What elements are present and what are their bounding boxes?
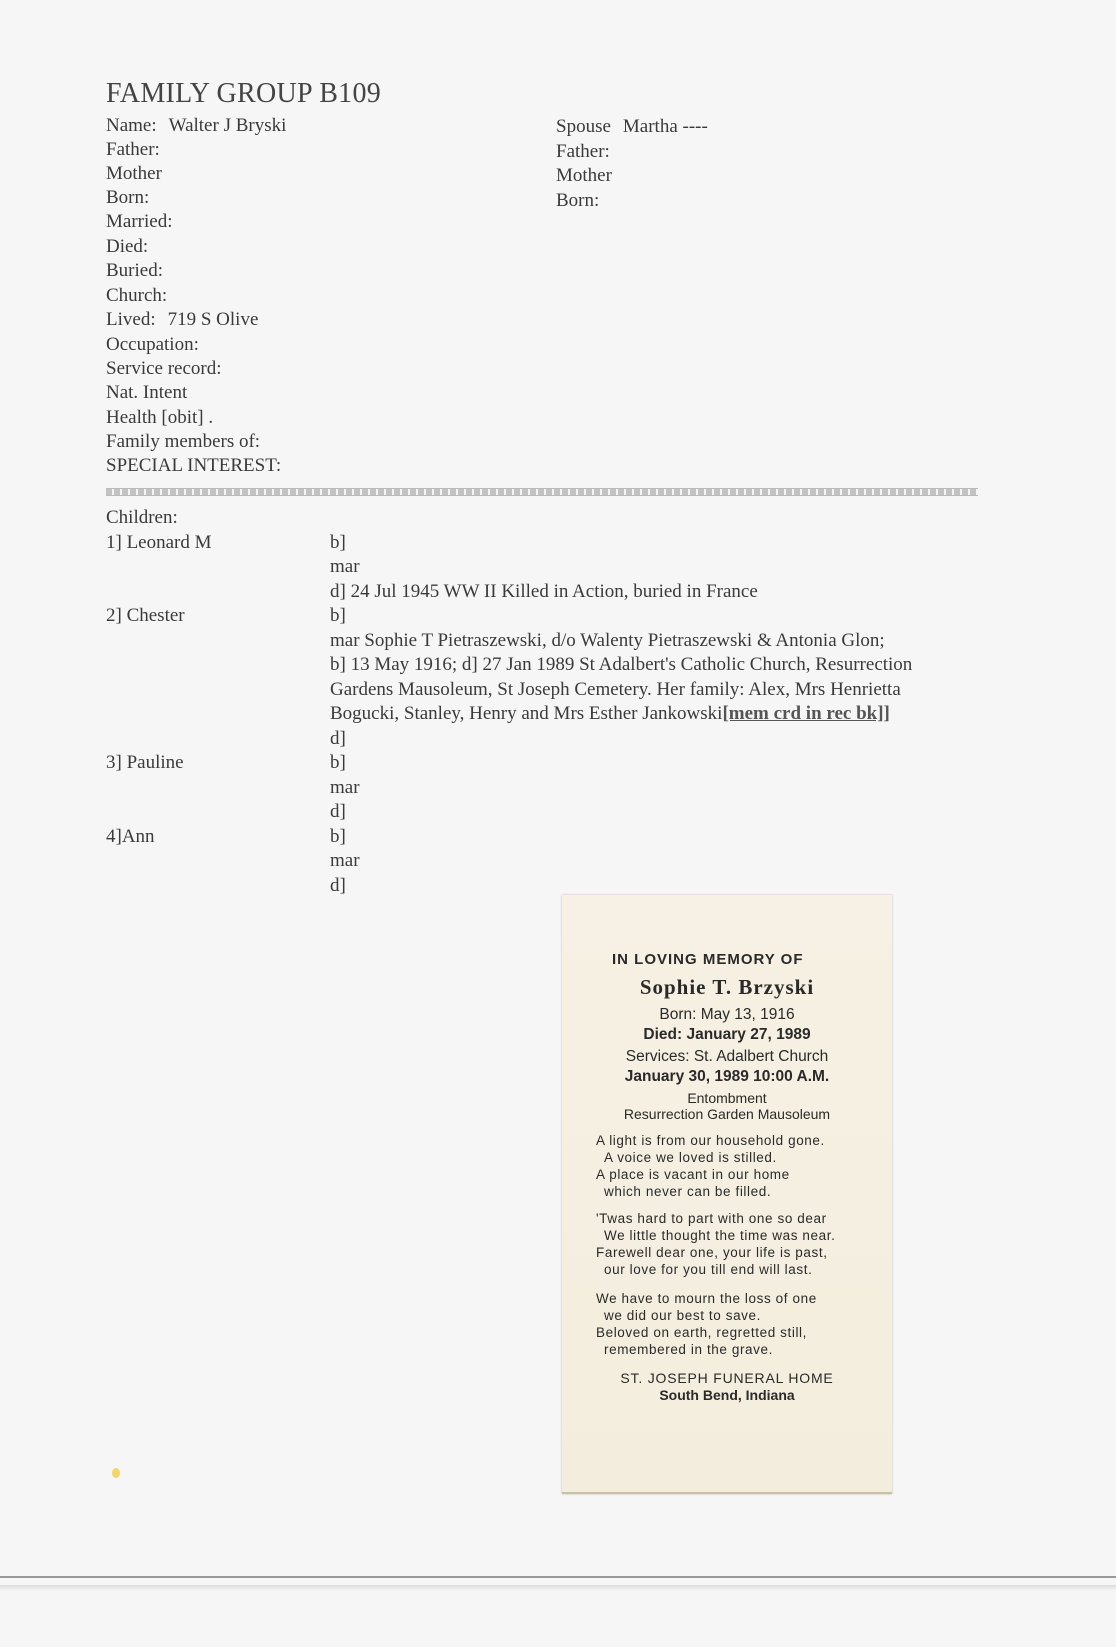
field-label: Service record: <box>106 358 222 379</box>
field-died <box>106 235 160 259</box>
poem-line: Beloved on earth, regretted still, <box>596 1325 808 1340</box>
field-label: Born: <box>106 187 150 208</box>
field-church <box>106 284 179 308</box>
field-label: Died: <box>106 236 149 257</box>
card-funeral-home: ST. JOSEPH FUNERAL HOME <box>620 1370 834 1386</box>
child-line: d] <box>330 875 346 896</box>
poem-line: A place is vacant in our home <box>596 1167 790 1182</box>
child-line: b] <box>330 532 346 553</box>
field-married <box>106 210 184 234</box>
card-services: Services: St. Adalbert Church <box>625 1048 829 1065</box>
child-line-text: Bogucki, Stanley, Henry and Mrs Esther Jankowski <box>330 703 723 724</box>
divider <box>106 488 978 496</box>
child-line: b] <box>330 826 346 847</box>
field-value: Walter J Bryski <box>168 115 287 136</box>
child-line: mar <box>330 556 360 577</box>
card-heading: IN LOVING MEMORY OF <box>612 951 804 968</box>
card-died: Died: January 27, 1989 <box>643 1026 811 1043</box>
field-name <box>106 114 286 138</box>
field-spouse-mother <box>556 164 624 188</box>
child-line: d] <box>330 728 346 749</box>
field-family-members <box>106 430 272 454</box>
field-value: 719 S Olive <box>167 309 259 330</box>
child-name: 2] Chester <box>106 605 185 626</box>
field-nat-intent <box>106 381 199 405</box>
field-label: Family members of: <box>106 431 261 452</box>
child-line: b] <box>330 752 346 773</box>
field-spouse <box>556 115 708 139</box>
child-line: b] <box>330 605 346 626</box>
field-label: Lived: <box>106 309 156 330</box>
child-line: b] 13 May 1916; d] 27 Jan 1989 St Adalbert's Catholic Church, Resurrection <box>330 654 913 675</box>
poem-line: We have to mourn the loss of one <box>596 1291 817 1306</box>
memorial-card <box>562 895 892 1494</box>
field-label: Name: <box>106 115 157 136</box>
field-health <box>106 406 225 430</box>
paper-speck <box>112 1468 120 1478</box>
field-occupation <box>106 333 211 357</box>
child-line: mar <box>330 777 360 798</box>
mem-card-link[interactable]: [mem crd in rec bk]] <box>722 703 890 724</box>
field-label: Born: <box>556 190 600 211</box>
card-born: Born: May 13, 1916 <box>659 1006 795 1023</box>
card-location: Resurrection Garden Mausoleum <box>623 1106 831 1122</box>
field-label: Occupation: <box>106 334 199 355</box>
field-label: Mother <box>556 165 612 186</box>
field-label: Father: <box>106 139 160 160</box>
child-line: mar Sophie T Pietraszewski, d/o Walenty Pietraszewski & Antonia Glon; <box>330 630 885 651</box>
child-name: 4]Ann <box>106 826 155 847</box>
field-buried <box>106 259 175 283</box>
field-father <box>106 138 172 162</box>
poem-line: Farewell dear one, your life is past, <box>596 1245 828 1260</box>
field-spouse-born <box>556 189 611 213</box>
card-service-date: January 30, 1989 10:00 A.M. <box>624 1068 830 1085</box>
child-name: 3] Pauline <box>106 752 184 773</box>
card-entombment: Entombment <box>687 1090 767 1106</box>
field-label: Married: <box>106 211 173 232</box>
field-label: Nat. Intent <box>106 382 188 403</box>
field-special-interest <box>106 454 293 478</box>
poem-line: We little thought the time was near. <box>604 1228 836 1243</box>
poem-line: remembered in the grave. <box>604 1342 773 1357</box>
field-value: Martha ---- <box>622 116 708 137</box>
field-lived <box>106 308 258 332</box>
child-line: mar <box>330 850 360 871</box>
child-line <box>330 702 890 726</box>
card-name: Sophie T. Brzyski <box>639 975 815 999</box>
scan-edge-line <box>0 1576 1116 1578</box>
poem-line: A light is from our household gone. <box>596 1133 825 1148</box>
child-line: Gardens Mausoleum, St Joseph Cemetery. Her family: Alex, Mrs Henrietta <box>330 679 901 700</box>
field-label: Buried: <box>106 260 163 281</box>
poem-line: A voice we loved is stilled. <box>604 1150 777 1165</box>
field-mother <box>106 162 174 186</box>
poem-line: we did our best to save. <box>604 1308 761 1323</box>
scan-edge-shadow <box>0 1585 1116 1591</box>
field-label: Father: <box>556 141 610 162</box>
field-label: Spouse <box>556 116 611 137</box>
child-line: d] <box>330 801 346 822</box>
card-city: South Bend, Indiana <box>659 1387 795 1403</box>
page-title: FAMILY GROUP B109 <box>106 78 382 109</box>
poem-line: which never can be filled. <box>604 1184 772 1199</box>
field-spouse-father <box>556 140 622 164</box>
poem-line: 'Twas hard to part with one so dear <box>596 1211 827 1226</box>
field-label: SPECIAL INTEREST: <box>106 455 282 476</box>
field-label: Church: <box>106 285 168 306</box>
poem-line: our love for you till end will last. <box>604 1262 813 1277</box>
child-name: 1] Leonard M <box>106 532 212 553</box>
field-service-record <box>106 357 234 381</box>
children-heading: Children: <box>106 507 178 528</box>
field-label: Mother <box>106 163 162 184</box>
child-line: d] 24 Jul 1945 WW II Killed in Action, buried in France <box>330 581 758 602</box>
field-born <box>106 186 161 210</box>
field-label: Health [obit] . <box>106 407 214 428</box>
